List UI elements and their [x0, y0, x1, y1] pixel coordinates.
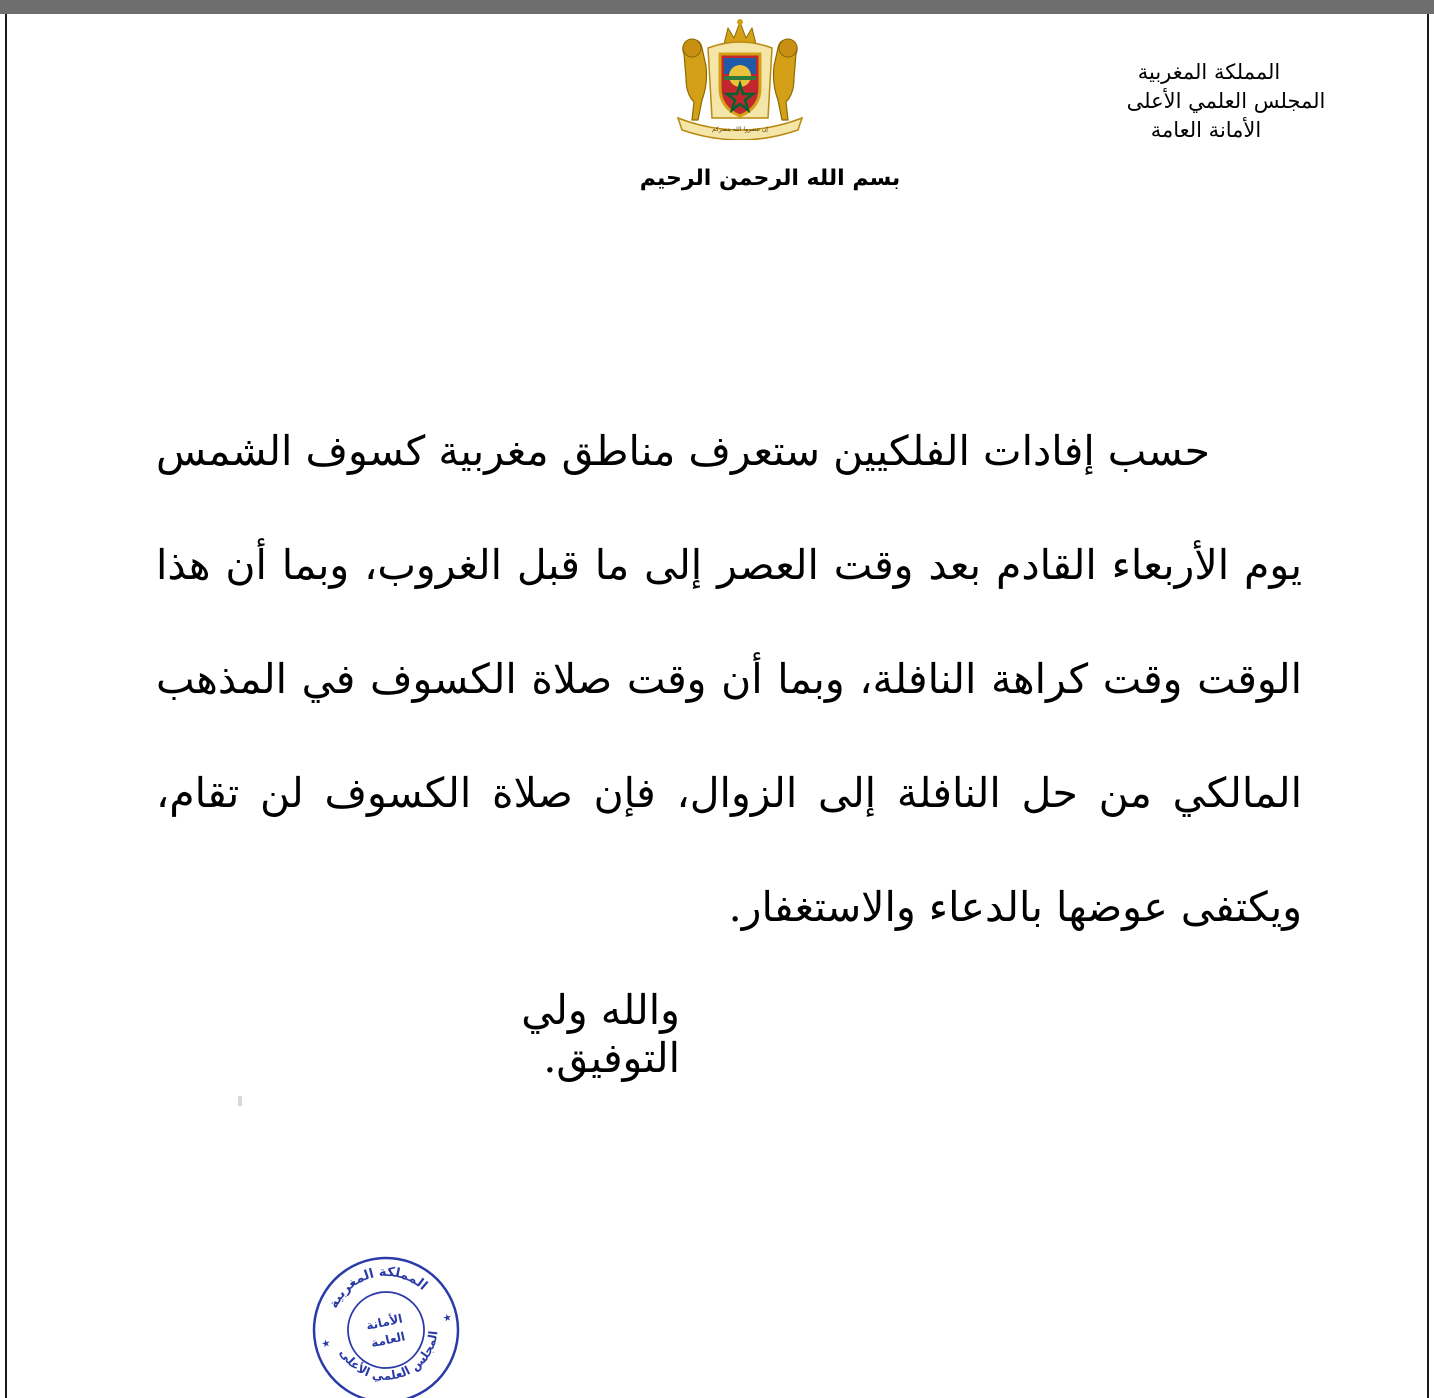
svg-text:★: ★	[441, 1312, 453, 1325]
stamp-outer-top: المملكة المغربية	[326, 1264, 431, 1311]
stamp-outer-bottom: المجلس العلمي الأعلى	[336, 1330, 441, 1384]
letterhead-council: المجلس العلمي الأعلى	[1126, 89, 1326, 113]
faint-mark	[238, 1096, 242, 1106]
moroccan-coat-of-arms-icon	[668, 14, 812, 140]
letterhead-secretariat: الأمانة العامة	[1150, 118, 1262, 142]
official-stamp-icon	[306, 1254, 464, 1398]
basmala: بسم الله الرحمن الرحيم	[639, 166, 901, 191]
svg-text:★: ★	[320, 1337, 332, 1351]
stamp-center-line1: الأمانة	[364, 1311, 404, 1333]
body-text	[156, 394, 1302, 964]
closing-formula: والله ولي التوفيق.	[521, 986, 680, 1082]
letterhead-organization	[1066, 58, 1386, 145]
window-top-bar	[0, 0, 1434, 14]
stamp-center-line2: العامة	[369, 1329, 407, 1351]
announcement-paragraph: حسب إفادات الفلكيين ستعرف مناطق مغربية كسوف الشمس يوم الأربعاء القادم بعد وقت العصر إلى ما قبل الغروب، وبما أن هذا الوقت وقت كراهة النافلة، وبما أن وقت صلاة الكسوف في المذهب المالكي من حل النافلة إلى الزوال، فإن صلاة الكسوف لن تقام، ويكتفى عوضها بالدعاء والاستغفار.	[156, 427, 1302, 931]
letterhead-kingdom: المملكة المغربية	[1137, 60, 1281, 84]
emblem-motto: إن تنصروا الله ينصركم	[712, 126, 768, 133]
